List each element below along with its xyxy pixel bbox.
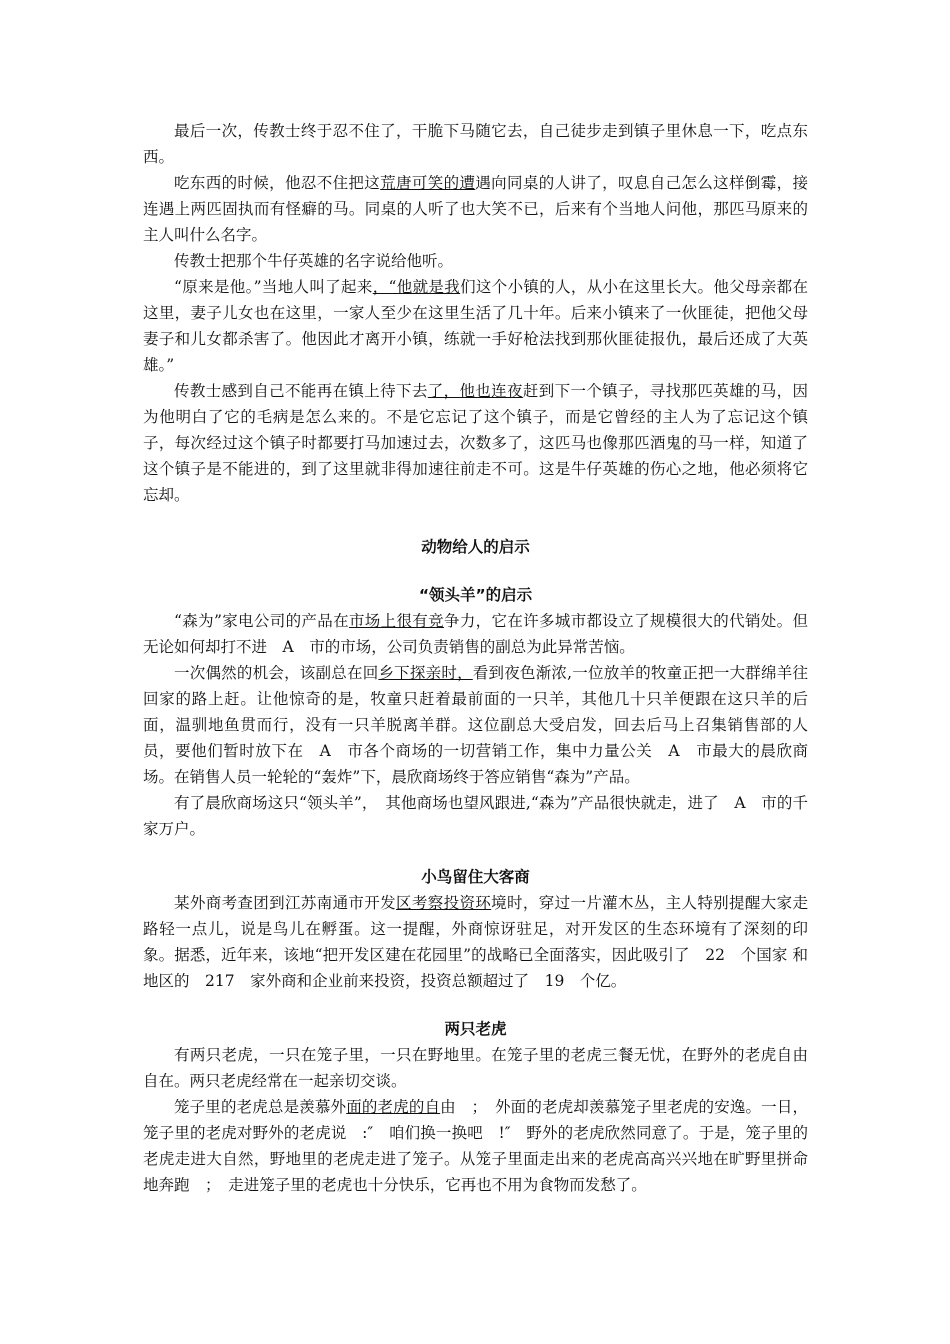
main-heading: 动物给人的启示	[421, 538, 530, 556]
underlined-text: ，“他就是我	[372, 278, 461, 296]
underlined-text: 了，他也连夜	[427, 382, 523, 400]
underlined-text: 市场上很有竞	[348, 612, 444, 630]
section-heading-lead-sheep: “领头羊”的启示	[418, 586, 533, 604]
paragraph: 一次偶然的机会，该副总在回乡下探亲时，看到夜色渐浓,一位放羊的牧童正把一大群绵羊往回家的路上赶。让他惊奇的是，牧童只赶着最前面的一只羊，其他几十只羊便跟在这只羊的后面，温驯地鱼贯而行，没有一只羊脱离羊群。这位副总大受启发，回去后马上召集销售部的人员，要他们暂时放下在 A 市各个商场的一切营销工作，集中力量公关 A 市最大的晨欣商场。在销售人员一轮轮的“轰炸”下，晨欣商场终于答应销售“森为”产品。	[143, 664, 808, 786]
underlined-text: 乡下探亲时，	[378, 664, 473, 682]
paragraph: 有两只老虎，一只在笼子里，一只在野地里。在笼子里的老虎三餐无忧，在野外的老虎自由自在。两只老虎经常在一起亲切交谈。	[143, 1046, 808, 1090]
paragraph: 某外商考查团到江苏南通市开发区考察投资环境时，穿过一片灌木丛，主人特别提醒大家走路轻一点儿，说是鸟儿在孵蛋。这一提醒，外商惊讶驻足，对开发区的生态环境有了深刻的印象。据悉，近年来，该地“把开发区建在花园里”的战略已全面落实，因此吸引了 22 个国家 和地区的 217 家外商和企业前来投资，投资总额超过了 19 个亿。	[143, 894, 808, 990]
section-heading-tigers: 两只老虎	[444, 1020, 507, 1038]
paragraph: 有了晨欣商场这只“领头羊”， 其他商场也望风跟进,“森为”产品很快就走，进了 A 市的千家万户。	[143, 794, 808, 838]
paragraph: 传教士把那个牛仔英雄的名字说给他听。	[174, 252, 454, 270]
underlined-text: 荒唐可笑的遭	[380, 174, 476, 192]
underlined-text: 区考察投资环	[396, 894, 492, 912]
underlined-text: 面的老虎的自	[346, 1098, 441, 1116]
paragraph: 最后一次，传教士终于忍不住了，干脆下马随它去，自己徒步走到镇子里休息一下，吃点东西。	[143, 122, 808, 166]
paragraph: “森为”家电公司的产品在市场上很有竞争力，它在许多城市都设立了规模很大的代销处。但无论如何却打不进 A 市的市场，公司负责销售的副总为此异常苦恼。	[143, 612, 808, 656]
section-heading-bird: 小鸟留住大客商	[421, 868, 530, 886]
paragraph: “原来是他。”当地人叫了起来，“他就是我们这个小镇的人，从小在这里长大。他父母亲都在这里，妻子儿女也在这里，一家人至少在这里生活了几十年。后来小镇来了一伙匪徒，把他父母妻子和儿女都杀害了。他因此才离开小镇，练就一手好枪法找到那伙匪徒报仇，最后还成了大英雄。”	[143, 278, 808, 374]
paragraph: 传教士感到自己不能再在镇上待下去了，他也连夜赶到下一个镇子，寻找那匹英雄的马，因为他明白了它的毛病是怎么来的。不是它忘记了这个镇子，而是它曾经的主人为了忘记这个镇子，每次经过这个镇子时都要打马加速过去，次数多了，这匹马也像那匹酒鬼的马一样，知道了这个镇子是不能进的，到了这里就非得加速往前走不可。这是牛仔英雄的伤心之地，他必须将它忘却。	[143, 382, 808, 504]
document-page	[143, 118, 808, 1198]
paragraph: 吃东西的时候，他忍不住把这荒唐可笑的遭遇向同桌的人讲了，叹息自己怎么这样倒霉，接连遇上两匹固执而有怪癖的马。同桌的人听了也大笑不已，后来有个当地人问他，那匹马原来的主人叫什么名字。	[143, 174, 808, 244]
paragraph: 笼子里的老虎总是羡慕外面的老虎的自由 ； 外面的老虎却羡慕笼子里老虎的安逸。一日，笼子里的老虎对野外的老虎说 :″ 咱们换一换吧 !″ 野外的老虎欣然同意了。于是，笼子里的老虎走进大自然，野地里的老虎走进了笼子。从笼子里面走出来的老虎高高兴兴地在旷野里拼命地奔跑 ； 走进笼子里的老虎也十分快乐，它再也不用为食物而发愁了。	[143, 1098, 808, 1194]
